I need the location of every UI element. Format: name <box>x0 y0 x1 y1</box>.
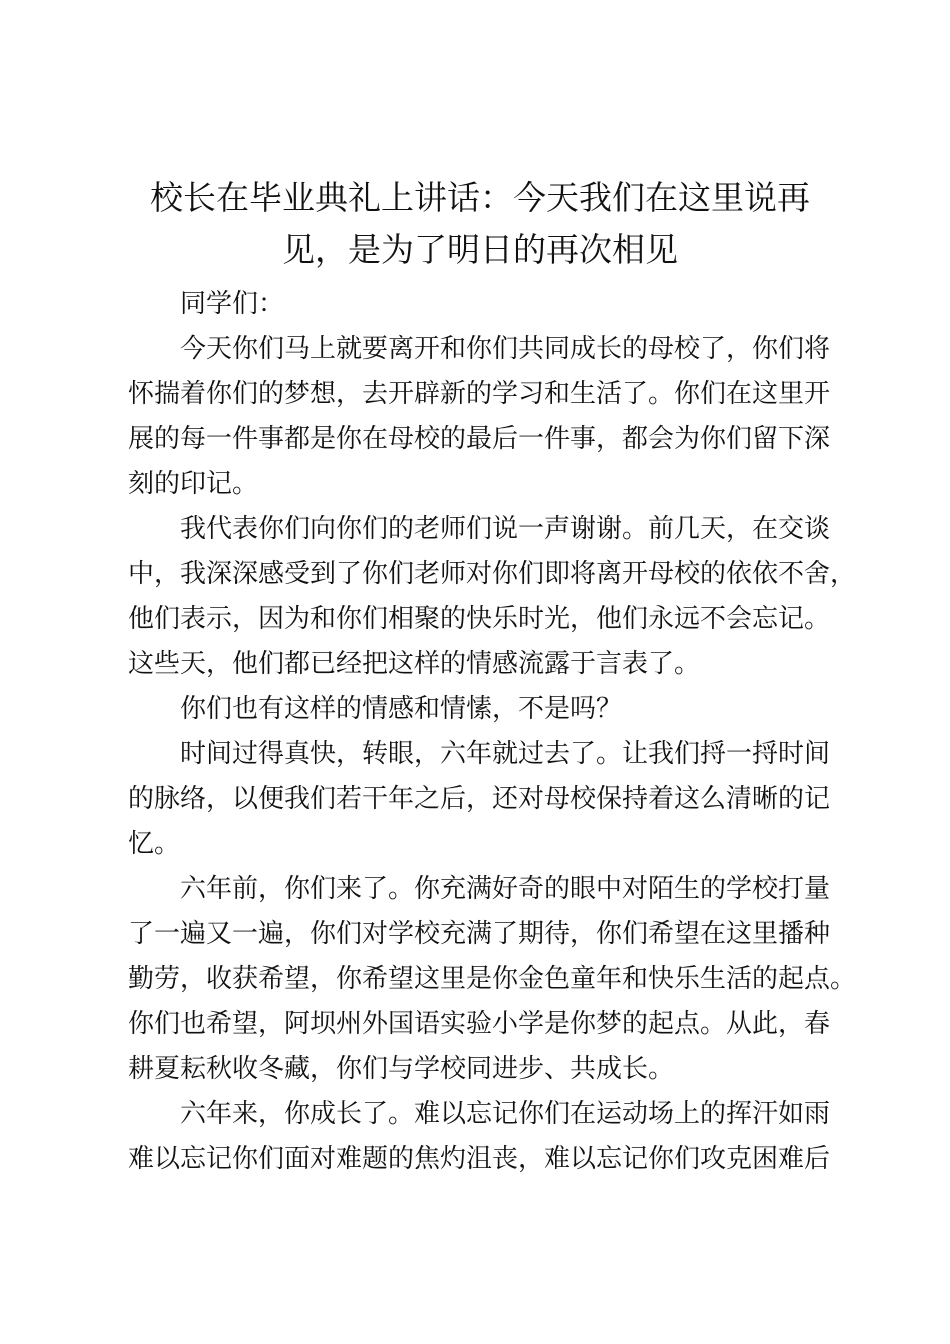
text-line: 他们表示，因为和你们相聚的快乐时光，他们永远不会忘记。 <box>128 604 831 634</box>
text-line: 中，我深深感受到了你们老师对你们即将离开母校的依依不舍， <box>128 559 857 589</box>
title-line: 见，是为了明日的再次相见 <box>282 230 678 269</box>
text-line: 这些天，他们都已经把这样的情感流露于言表了。 <box>128 649 701 679</box>
text-line: 六年前，你们来了。你充满好奇的眼中对陌生的学校打量 <box>180 874 831 904</box>
text-line: 时间过得真快，转眼，六年就过去了。让我们捋一捋时间 <box>180 739 831 769</box>
paragraph <box>128 687 840 732</box>
text-line: 刻的印记。 <box>128 469 259 499</box>
paragraph <box>128 732 840 867</box>
text-line: 展的每一件事都是你在母校的最后一件事，都会为你们留下深 <box>128 424 831 454</box>
paragraph <box>128 1092 840 1182</box>
text-line: 勤劳，收获希望，你希望这里是你金色童年和快乐生活的起点。 <box>128 964 857 994</box>
text-line: 难以忘记你们面对难题的焦灼沮丧，难以忘记你们攻克困难后 <box>128 1144 831 1174</box>
document-body <box>128 282 857 1182</box>
text-line: 今天你们马上就要离开和你们共同成长的母校了，你们将 <box>180 334 831 364</box>
text-line: 的脉络，以便我们若干年之后，还对母校保持着这么清晰的记 <box>128 784 831 814</box>
text-line: 忆。 <box>128 829 181 859</box>
text-line: 你们也希望，阿坝州外国语实验小学是你梦的起点。从此，春 <box>128 1009 831 1039</box>
paragraph <box>128 327 840 507</box>
document-title <box>118 172 842 276</box>
text-line: 六年来，你成长了。难以忘记你们在运动场上的挥汗如雨 <box>180 1099 831 1129</box>
title-line: 校长在毕业典礼上讲话：今天我们在这里说再 <box>150 178 810 217</box>
text-line: 同学们： <box>180 289 285 319</box>
text-line: 耕夏耘秋收冬藏，你们与学校同进步、共成长。 <box>128 1054 675 1084</box>
text-line: 我代表你们向你们的老师们说一声谢谢。前几天，在交谈 <box>180 514 831 544</box>
paragraph <box>128 867 857 1092</box>
text-line: 了一遍又一遍，你们对学校充满了期待，你们希望在这里播种 <box>128 919 831 949</box>
text-line: 怀揣着你们的梦想，去开辟新的学习和生活了。你们在这里开 <box>128 379 831 409</box>
paragraph <box>128 507 857 687</box>
text-line: 你们也有这样的情感和情愫，不是吗？ <box>180 694 623 724</box>
paragraph-salutation <box>128 282 840 327</box>
